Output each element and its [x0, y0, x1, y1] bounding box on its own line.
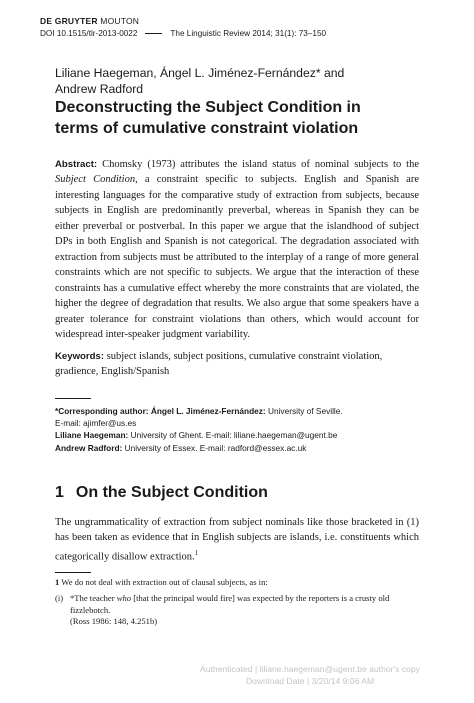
publisher-logo [40, 16, 139, 26]
footnote [55, 577, 425, 589]
example-text [70, 593, 410, 628]
article-title [55, 98, 435, 139]
publisher-imprint: MOUTON [100, 16, 140, 26]
example-segment: *The teacher [70, 593, 117, 603]
footnote-example [55, 593, 425, 628]
footnote-marker: 1 [194, 548, 199, 557]
example-segment: [that the principal would fire] was expected by the reporters is a crusty old fizzlebotch. [70, 593, 390, 615]
correspondence-rule [55, 398, 91, 399]
footnote-text: We do not deal with extraction out of clausal subjects, as in: [61, 577, 268, 587]
abstract-italic-term: Subject Condition [55, 174, 136, 186]
author-name: Andrew Radford: [55, 442, 123, 453]
example-number: (i) [55, 593, 64, 603]
doi-line [40, 29, 326, 38]
journal-citation: The Linguistic Review 2014; 31(1): 73–150 [170, 29, 327, 38]
title-line: terms of cumulative constraint violation [55, 119, 359, 137]
authors [55, 66, 415, 97]
example-source: (Ross 1986: 148, 4.251b) [70, 616, 158, 626]
watermark-line: Authenticated | liliane.haegeman@ugent.be author's copy [200, 664, 420, 674]
affiliation: University of Essex. E-mail: radford@essex.ac.uk [124, 442, 307, 453]
section-title: On the Subject Condition [75, 484, 268, 501]
correspondence-line [55, 429, 425, 441]
author-name: Liliane Haegeman: [55, 430, 129, 441]
correspondence [55, 405, 425, 454]
affiliation: University of Ghent. E-mail: liliane.haegeman@ugent.be [130, 430, 338, 441]
abstract [55, 157, 419, 342]
title-line: Deconstructing the Subject Condition in [55, 99, 361, 116]
footnote-number: 1 [55, 577, 60, 587]
download-watermark [160, 664, 460, 687]
separator-rule [145, 33, 162, 35]
correspondence-line [55, 442, 425, 454]
body-paragraph [55, 515, 419, 565]
correspondence-line [55, 405, 425, 417]
corresponding-author-label: *Corresponding author: Ángel L. Jiménez-Fernández: [55, 406, 266, 416]
abstract-label: Abstract: [55, 159, 98, 170]
publisher-name: DE GRUYTER [40, 16, 98, 26]
doi: DOI 10.1515/tlr-2013-0022 [40, 29, 138, 38]
example-italic: who [116, 593, 132, 603]
body-text: The ungrammaticality of extraction from subject nominals like those bracketed in (1) has been taken as evidence that in English subjects are islands, i.e. constituents which categorically disallow extraction. [55, 517, 419, 563]
section-number: 1 [55, 484, 64, 501]
authors-line: Andrew Radford [55, 81, 144, 96]
keywords [55, 349, 419, 380]
affiliation: University of Seville. [267, 406, 343, 416]
footnote-rule [55, 572, 91, 573]
correspondence-email: E-mail: ajimfer@us.es [55, 418, 137, 429]
keywords-label: Keywords: [55, 351, 105, 362]
watermark-line: Download Date | 3/20/14 9:06 AM [245, 675, 375, 686]
authors-line: Liliane Haegeman, Ángel L. Jiménez-Fernández* and [55, 66, 345, 80]
abstract-text: Chomsky (1973) attributes the island status of nominal subjects to the [102, 159, 419, 170]
abstract-text: , a constraint specific to subjects. English and Spanish are interesting languages for the comparative study of extraction from subjects, because subjects in English are predominantly preverbal, whereas in Spanish they can be either preverbal or postverbal. In this paper we argue that the islandhood of subject DPs in both English and Spanish is not categorical. The degradation associated with extraction from subjects must be attributed to the interplay of a range of more general constraints which are not specific to subjects. We argue that the interaction of these constraints has a cumulative effect whereby the more constraints that are violated, the higher the degree of degradation that results. We also argue that some speakers have a greater tolerance for constraint violations than others, which would account for widespread inter-speaker judgment variability. [55, 174, 419, 340]
keywords-text: subject islands, subject positions, cumulative constraint violation, gradience, English/Spanish [55, 351, 383, 378]
section-heading [55, 484, 268, 502]
